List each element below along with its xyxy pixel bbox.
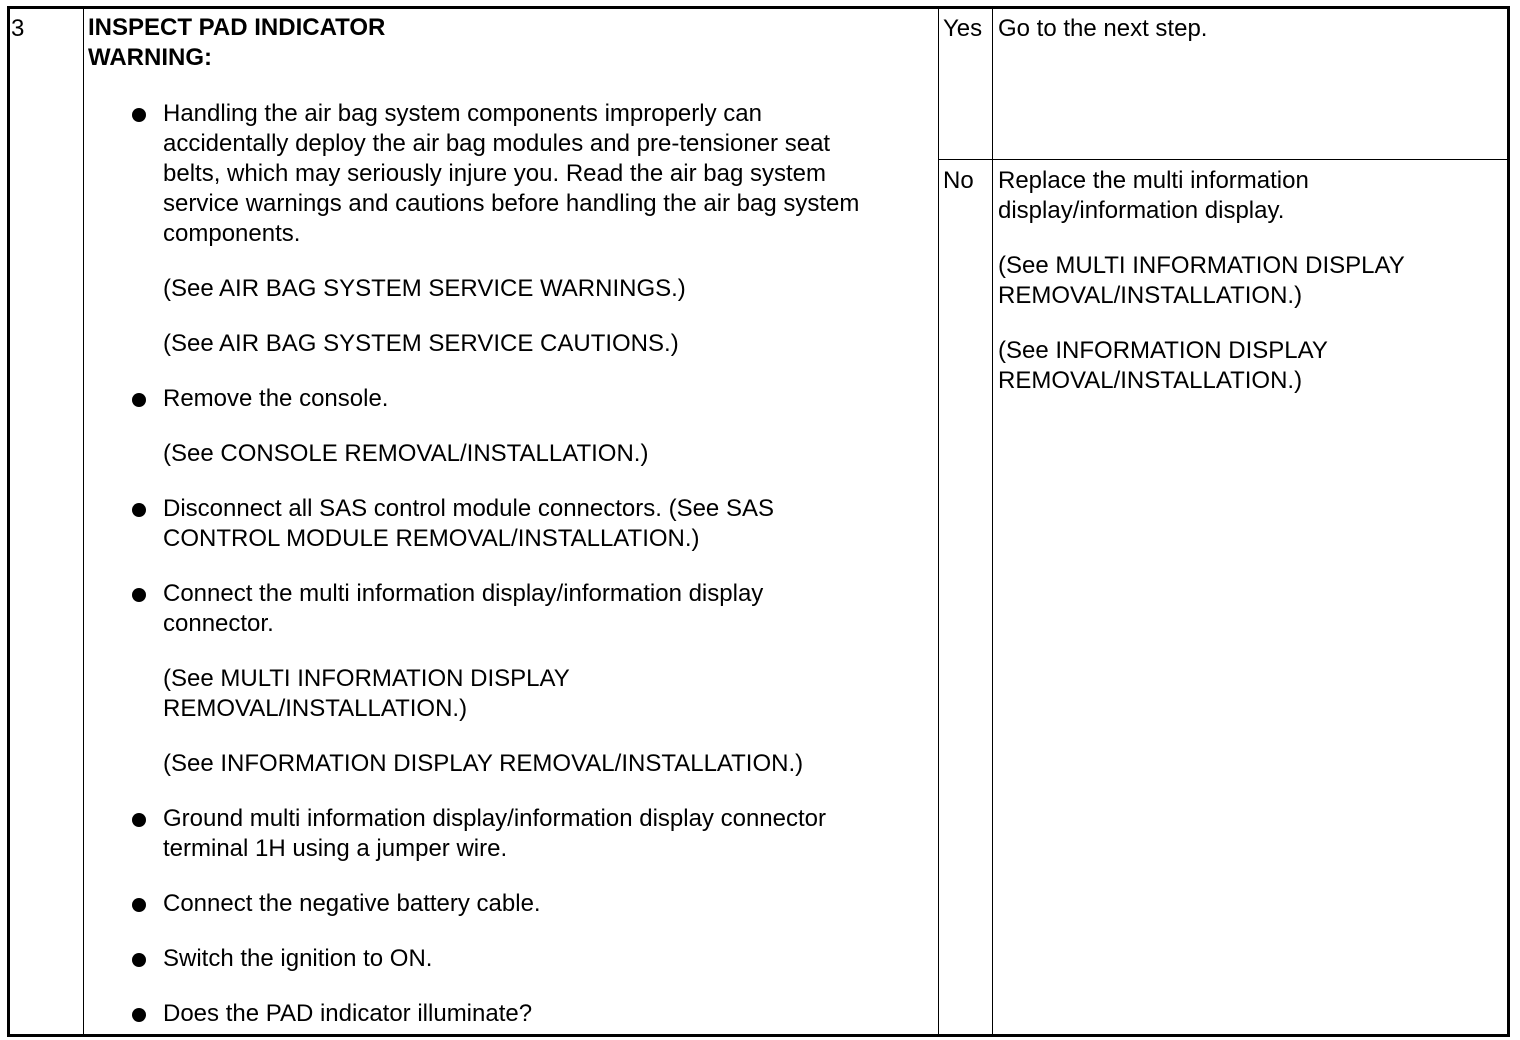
step-reference-line: REMOVAL/INSTALLATION.) — [163, 695, 468, 722]
bullet-icon — [132, 393, 146, 407]
column-divider — [938, 9, 939, 1034]
step-instruction-line: Does the PAD indicator illuminate? — [163, 1000, 533, 1027]
step-instruction-line: accidentally deploy the air bag modules and pre-tensioner seat — [163, 130, 831, 157]
bullet-icon — [132, 503, 146, 517]
bullet-icon — [132, 898, 146, 912]
column-divider — [992, 9, 993, 1034]
yes-no-divider — [938, 159, 1507, 160]
step-instruction-line: Disconnect all SAS control module connectors. (See SAS — [163, 495, 774, 522]
no-reference-line: (See INFORMATION DISPLAY — [998, 337, 1328, 364]
bullet-icon — [132, 1008, 146, 1022]
bullet-icon — [132, 953, 146, 967]
step-instruction-line: Connect the multi information display/information display — [163, 580, 764, 607]
step-instruction-line: Connect the negative battery cable. — [163, 890, 541, 917]
step-instruction-line: service warnings and cautions before handling the air bag system — [163, 190, 860, 217]
step-reference-line: (See CONSOLE REMOVAL/INSTALLATION.) — [163, 440, 649, 467]
step-instruction-line: Ground multi information display/information display connector — [163, 805, 826, 832]
no-reference-line: REMOVAL/INSTALLATION.) — [998, 282, 1303, 309]
step-instruction-line: connector. — [163, 610, 274, 637]
step-instruction-line: CONTROL MODULE REMOVAL/INSTALLATION.) — [163, 525, 700, 552]
step-instruction-line: Remove the console. — [163, 385, 389, 412]
step-instruction-line: Switch the ignition to ON. — [163, 945, 433, 972]
step-instruction-line: Handling the air bag system components improperly can — [163, 100, 762, 127]
step-instruction-line: belts, which may seriously injure you. Read the air bag system — [163, 160, 826, 187]
bullet-icon — [132, 588, 146, 602]
step-instruction-line: components. — [163, 220, 301, 247]
no-label: No — [943, 167, 974, 194]
no-reference-line: REMOVAL/INSTALLATION.) — [998, 367, 1303, 394]
step-title: INSPECT PAD INDICATOR — [88, 14, 386, 41]
yes-label: Yes — [943, 15, 983, 42]
no-action-line: Replace the multi information — [998, 167, 1309, 194]
warning-label: WARNING: — [88, 44, 212, 71]
no-reference-line: (See MULTI INFORMATION DISPLAY — [998, 252, 1405, 279]
yes-action: Go to the next step. — [998, 15, 1208, 42]
column-divider — [83, 9, 84, 1034]
no-action-line: display/information display. — [998, 197, 1285, 224]
step-instruction-line: terminal 1H using a jumper wire. — [163, 835, 508, 862]
step-number: 3 — [11, 15, 25, 42]
bullet-icon — [132, 813, 146, 827]
step-reference-line: (See AIR BAG SYSTEM SERVICE CAUTIONS.) — [163, 330, 679, 357]
bullet-icon — [132, 108, 146, 122]
step-reference-line: (See MULTI INFORMATION DISPLAY — [163, 665, 570, 692]
step-reference-line: (See AIR BAG SYSTEM SERVICE WARNINGS.) — [163, 275, 686, 302]
step-reference-line: (See INFORMATION DISPLAY REMOVAL/INSTALLATION.) — [163, 750, 804, 777]
